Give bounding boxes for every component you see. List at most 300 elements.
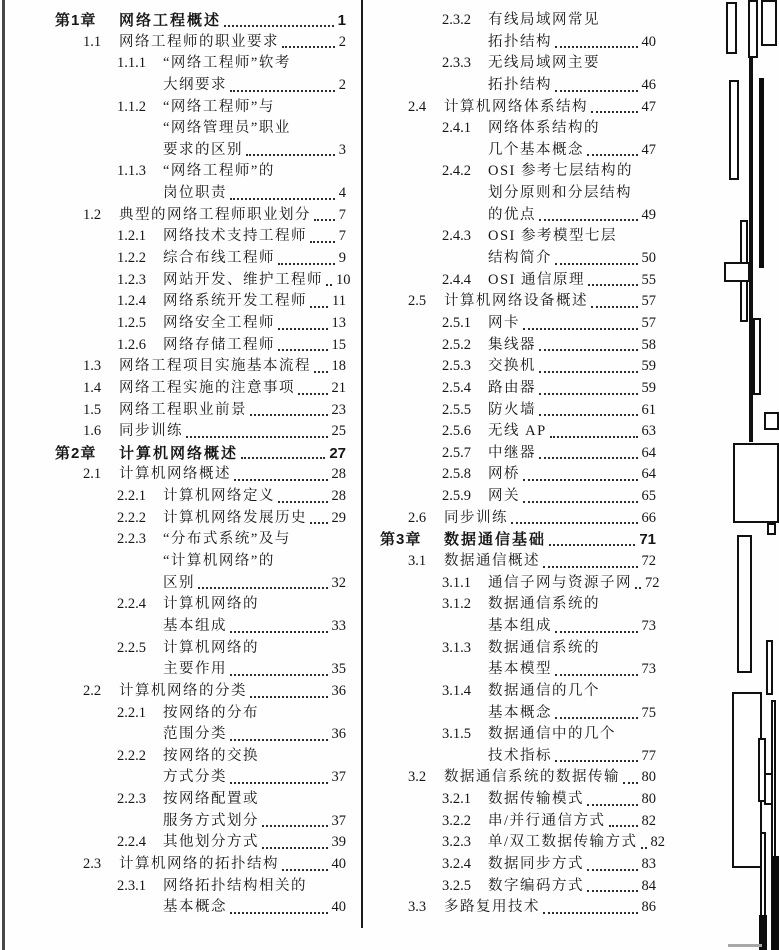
toc-entry-line	[380, 140, 656, 162]
toc-entry-title: 结构简介	[488, 250, 552, 267]
toc-entry-title: 网站开发、维护工程师	[163, 271, 323, 288]
toc-page-number: 73	[641, 661, 656, 678]
toc-entry-title: “网络管理员”职业	[163, 120, 291, 137]
toc-entry-line	[55, 573, 346, 595]
toc-page-number: 13	[331, 314, 346, 331]
toc-entry-title: 的优点	[488, 206, 536, 223]
toc-entry-line	[380, 811, 656, 833]
toc-entry-line	[55, 659, 346, 681]
toc-entry-number: 1.2.5	[117, 314, 146, 331]
toc-page-number: 80	[641, 791, 656, 808]
scan-artifact	[737, 535, 752, 673]
toc-entry-number: 第3章	[380, 531, 422, 549]
toc-entry-line	[380, 248, 656, 270]
toc-entry-line	[380, 876, 656, 898]
toc-entry-number: 1.1	[83, 33, 102, 50]
toc-page-number: 84	[641, 877, 656, 894]
toc-entry-line	[380, 421, 656, 443]
toc-entry-number: 1.5	[83, 401, 102, 418]
dot-leader	[543, 566, 638, 568]
scan-artifact	[766, 640, 773, 695]
toc-entry-title: 数字编码方式	[488, 877, 584, 894]
toc-entry-line	[380, 789, 656, 811]
toc-entry-number: 2.4	[408, 98, 427, 115]
toc-entry-line	[55, 551, 346, 573]
toc-page-number: 28	[331, 466, 346, 483]
dot-leader	[511, 522, 638, 524]
toc-page-number: 46	[641, 76, 656, 93]
dot-leader	[241, 457, 325, 459]
toc-entry-number: 2.4.1	[442, 120, 471, 137]
toc-entry-line	[55, 226, 346, 248]
toc-page-number: 57	[641, 314, 656, 331]
dot-leader	[523, 501, 638, 503]
toc-entry-number: 1.2.2	[117, 250, 146, 267]
dot-leader	[588, 284, 638, 286]
toc-page-number: 82	[641, 812, 656, 829]
toc-entry-line	[55, 724, 346, 746]
scan-artifact	[761, 0, 777, 46]
toc-page-number: 65	[641, 488, 656, 505]
toc-entry-line	[380, 681, 656, 703]
toc-entry-title: 区别	[163, 574, 195, 591]
dot-leader	[587, 154, 638, 156]
toc-entry-number: 1.1.1	[117, 55, 146, 72]
toc-entry-line	[55, 832, 346, 854]
toc-page-number: 37	[331, 812, 346, 829]
toc-entry-number: 2.2.1	[117, 488, 146, 505]
scan-artifact	[726, 2, 737, 54]
scan-artifact	[749, 58, 753, 442]
toc-page-number: 18	[331, 358, 346, 375]
toc-entry-title: 划分原则和分层结构	[488, 185, 632, 202]
toc-entry-line	[380, 118, 656, 140]
toc-page-number: 4	[338, 185, 346, 202]
toc-page-number: 21	[331, 379, 346, 396]
toc-entry-title: 多路复用技术	[444, 899, 540, 916]
dot-leader	[591, 306, 638, 308]
toc-entry-title: 网络工程概述	[119, 12, 222, 29]
toc-entry-title: 几个基本概念	[488, 141, 584, 158]
toc-entry-title: 计算机网络定义	[163, 488, 275, 505]
toc-entry-number: 1.1.3	[117, 163, 146, 180]
toc-entry-title: 数据通信系统的	[488, 639, 600, 656]
toc-entry-line	[55, 703, 346, 725]
toc-entry-line	[55, 205, 346, 227]
scan-artifact	[753, 318, 761, 395]
toc-page-number: 75	[641, 704, 656, 721]
toc-entry-line	[55, 313, 346, 335]
toc-page-number: 64	[641, 444, 656, 461]
scan-artifact	[740, 220, 748, 322]
toc-entry-number: 1.2.4	[117, 293, 146, 310]
scan-artifact	[748, 0, 758, 58]
toc-entry-line	[55, 140, 346, 162]
toc-entry-title: 计算机网络设备概述	[444, 293, 588, 310]
toc-entry-number: 3.1	[408, 553, 427, 570]
toc-page-number: 72	[645, 574, 660, 591]
scan-artifact	[728, 944, 762, 947]
toc-entry-line	[380, 335, 656, 357]
dot-leader	[539, 457, 638, 459]
toc-entry-number: 2.3.2	[442, 12, 471, 28]
toc-entry-line	[55, 638, 346, 660]
scan-artifact	[767, 523, 776, 535]
toc-entry-number: 2.4.3	[442, 228, 471, 245]
toc-entry-number: 3.3	[408, 899, 427, 916]
toc-entry-title: 方式分类	[163, 769, 227, 786]
toc-entry-title: 数据通信中的几个	[488, 726, 616, 743]
toc-entry-line	[380, 551, 656, 573]
toc-entry-title: 按网络配置或	[163, 791, 259, 808]
dot-leader	[550, 436, 638, 438]
toc-entry-line	[380, 638, 656, 660]
toc-entry-line	[55, 811, 346, 833]
toc-page-number: 3	[338, 141, 346, 158]
toc-page-number: 57	[641, 293, 656, 310]
toc-entry-number: 3.1.3	[442, 639, 471, 656]
toc-entry-title: 网络工程职业前景	[119, 401, 247, 418]
toc-entry-line	[380, 75, 656, 97]
toc-entry-title: 按网络的分布	[163, 704, 259, 721]
toc-page-number: 61	[641, 401, 656, 418]
toc-entry-title: OSI 通信原理	[488, 271, 585, 288]
toc-entry-line	[55, 400, 346, 422]
toc-entry-title: 网络工程项目实施基本流程	[119, 358, 311, 375]
toc-entry-number: 2.3.1	[117, 877, 146, 894]
toc-entry-title: 综合布线工程师	[163, 250, 275, 267]
toc-entry-title: 主要作用	[163, 661, 227, 678]
toc-entry-line	[55, 356, 346, 378]
toc-page-number: 63	[641, 423, 656, 440]
toc-entry-number: 1.2.3	[117, 271, 146, 288]
toc-entry-title: OSI 参考模型七层	[488, 228, 617, 245]
toc-entry-title: 无线 AP	[488, 423, 547, 440]
toc-entry-number: 2.5.3	[442, 358, 471, 375]
toc-entry-title: 拓扑结构	[488, 33, 552, 50]
toc-entry-line	[380, 616, 656, 638]
column-divider-rule	[361, 0, 363, 928]
toc-entry-title: 网桥	[488, 466, 520, 483]
toc-entry-line	[55, 248, 346, 270]
toc-entry-number: 2.5.7	[442, 444, 471, 461]
toc-entry-line	[380, 486, 656, 508]
toc-page-number: 80	[641, 769, 656, 786]
toc-entry-number: 3.2.3	[442, 834, 471, 851]
dot-leader	[250, 414, 328, 416]
toc-page-number: 83	[641, 855, 656, 872]
toc-entry-title: 同步训练	[444, 509, 508, 526]
toc-entry-line	[55, 854, 346, 876]
dot-leader	[555, 717, 638, 719]
dot-leader	[230, 198, 335, 200]
toc-page-number: 15	[331, 336, 346, 353]
dot-leader	[234, 479, 328, 481]
toc-entry-line	[380, 10, 656, 32]
toc-page-number: 37	[331, 769, 346, 786]
toc-entry-line	[55, 97, 346, 119]
toc-page-number: 39	[331, 834, 346, 851]
toc-entry-line	[380, 464, 656, 486]
toc-page-number: 71	[639, 531, 656, 549]
toc-entry-title: 计算机网络的分类	[119, 682, 247, 699]
toc-entry-line	[380, 573, 660, 595]
toc-entry-title: 岗位职责	[163, 185, 227, 202]
toc-entry-line	[380, 226, 656, 248]
toc-entry-number: 第1章	[55, 12, 97, 29]
toc-entry-title: “网络工程师”软考	[163, 55, 291, 72]
toc-entry-number: 第2章	[55, 444, 97, 462]
toc-entry-line	[380, 724, 656, 746]
toc-entry-number: 3.2.5	[442, 877, 471, 894]
dot-leader	[587, 869, 638, 871]
scan-artifact	[764, 773, 776, 805]
dot-leader	[250, 696, 328, 698]
toc-entry-title: 按网络的交换	[163, 747, 259, 764]
toc-entry-number: 2.2.5	[117, 639, 146, 656]
toc-entry-line	[380, 378, 656, 400]
toc-entry-line	[55, 876, 346, 898]
toc-entry-number: 1.2.6	[117, 336, 146, 353]
dot-leader	[591, 111, 638, 113]
toc-entry-title: “网络工程师”与	[163, 98, 275, 115]
toc-entry-number: 3.2.4	[442, 855, 471, 872]
toc-entry-number: 2.3.3	[442, 55, 471, 72]
toc-entry-line	[380, 291, 656, 313]
toc-entry-number: 1.6	[83, 423, 102, 440]
toc-entry-number: 2.6	[408, 509, 427, 526]
toc-page-number: 59	[641, 358, 656, 375]
dot-leader	[555, 90, 638, 92]
dot-leader	[609, 825, 638, 827]
dot-leader	[539, 393, 638, 395]
dot-leader	[310, 306, 328, 308]
toc-entry-line	[55, 486, 346, 508]
toc-entry-line	[55, 32, 346, 54]
dot-leader	[555, 263, 638, 265]
dot-leader	[230, 631, 328, 633]
toc-entry-line	[380, 767, 656, 789]
toc-entry-title: 计算机网络体系结构	[444, 98, 588, 115]
toc-page-number: 66	[641, 509, 656, 526]
toc-entry-title: OSI 参考七层结构的	[488, 163, 633, 180]
toc-page-number: 11	[332, 293, 346, 310]
dot-leader	[186, 436, 328, 438]
toc-page-number: 7	[338, 206, 346, 223]
dot-leader	[587, 890, 638, 892]
toc-entry-title: “网络工程师”的	[163, 163, 275, 180]
toc-entry-number: 3.2.2	[442, 812, 471, 829]
dot-leader	[635, 587, 641, 589]
toc-entry-title: 计算机网络的	[163, 596, 259, 613]
toc-entry-title: 计算机网络概述	[119, 466, 231, 483]
toc-entry-title: 集线器	[488, 336, 536, 353]
toc-entry-title: 网络体系结构的	[488, 120, 600, 137]
toc-entry-number: 2.5.6	[442, 423, 471, 440]
toc-entry-number: 1.3	[83, 358, 102, 375]
toc-entry-line	[55, 118, 346, 140]
scan-artifact	[759, 78, 764, 268]
toc-entry-title: 计算机网络的	[163, 639, 259, 656]
toc-entry-title: 网络工程实施的注意事项	[119, 379, 295, 396]
dot-leader	[278, 263, 335, 265]
scan-left-edge-line	[2, 0, 5, 950]
toc-entry-title: 网卡	[488, 314, 520, 331]
toc-entry-line	[380, 270, 656, 292]
toc-entry-line	[55, 161, 346, 183]
toc-entry-number: 2.2	[83, 682, 102, 699]
toc-entry-line	[55, 767, 346, 789]
toc-entry-title: 防火墙	[488, 401, 536, 418]
toc-page-number: 32	[331, 574, 346, 591]
toc-page-number: 36	[331, 726, 346, 743]
toc-entry-line	[380, 400, 656, 422]
toc-entry-line	[55, 270, 351, 292]
toc-page-number: 49	[641, 206, 656, 223]
dot-leader	[555, 46, 638, 48]
toc-entry-number: 1.2.1	[117, 228, 146, 245]
toc-entry-line	[380, 832, 666, 854]
toc-page-number: 47	[641, 141, 656, 158]
dot-leader	[230, 674, 328, 676]
dot-leader	[230, 739, 328, 741]
toc-entry-title: 网络安全工程师	[163, 314, 275, 331]
toc-entry-title: 数据同步方式	[488, 855, 584, 872]
toc-entry-title: 数据通信系统的	[488, 596, 600, 613]
toc-entry-number: 2.2.3	[117, 791, 146, 808]
dot-leader	[230, 912, 328, 914]
toc-entry-line	[55, 10, 346, 32]
toc-entry-number: 2.4.4	[442, 271, 471, 288]
toc-entry-number: 2.2.2	[117, 747, 146, 764]
toc-entry-title: 网络工程师的职业要求	[119, 33, 279, 50]
toc-entry-title: 数据通信的几个	[488, 682, 600, 699]
dot-leader	[539, 349, 638, 351]
toc-page-number: 77	[641, 747, 656, 764]
toc-page-number: 47	[641, 98, 656, 115]
toc-entry-number: 2.5.5	[442, 401, 471, 418]
dot-leader	[523, 328, 638, 330]
toc-page-number: 40	[331, 855, 346, 872]
dot-leader	[262, 847, 328, 849]
toc-entry-number: 2.2.4	[117, 834, 146, 851]
toc-entry-line	[380, 97, 656, 119]
toc-entry-title: 有线局域网常见	[488, 12, 600, 28]
toc-entry-title: 基本概念	[488, 704, 552, 721]
toc-page-number: 23	[331, 401, 346, 418]
toc-page-number: 9	[338, 250, 346, 267]
toc-entry-line	[55, 75, 346, 97]
dot-leader	[543, 912, 638, 914]
toc-entry-number: 2.2.2	[117, 509, 146, 526]
dot-leader	[310, 241, 335, 243]
toc-entry-title: 计算机网络发展历史	[163, 509, 307, 526]
toc-page-number: 35	[331, 661, 346, 678]
toc-entry-line	[55, 508, 346, 530]
dot-leader	[555, 631, 638, 633]
scan-artifact	[759, 915, 767, 950]
toc-entry-title: 服务方式划分	[163, 812, 259, 829]
scan-artifact	[760, 832, 766, 950]
toc-page-number: 2	[338, 76, 346, 93]
toc-page-number: 28	[331, 488, 346, 505]
scan-artifact	[733, 443, 779, 523]
toc-entry-title: 数据通信概述	[444, 553, 540, 570]
toc-entry-title: 技术指标	[488, 747, 552, 764]
toc-entry-line	[380, 746, 656, 768]
toc-entry-line	[380, 897, 656, 919]
toc-entry-line	[380, 443, 656, 465]
toc-page-number: 27	[329, 444, 346, 462]
toc-entry-line	[55, 421, 346, 443]
toc-entry-title: 基本模型	[488, 661, 552, 678]
toc-entry-title: 基本组成	[163, 617, 227, 634]
dot-leader	[523, 479, 638, 481]
toc-entry-title: 要求的区别	[163, 141, 243, 158]
toc-entry-number: 2.5.9	[442, 488, 471, 505]
dot-leader	[539, 371, 638, 373]
dot-leader	[539, 414, 638, 416]
dot-leader	[310, 522, 328, 524]
toc-entry-title: 基本组成	[488, 617, 552, 634]
dot-leader	[278, 328, 328, 330]
toc-page-number: 36	[331, 682, 346, 699]
toc-entry-line	[55, 464, 346, 486]
toc-entry-title: 串/并行通信方式	[488, 812, 606, 829]
scan-artifact	[771, 700, 776, 950]
dot-leader	[278, 349, 328, 351]
dot-leader	[539, 219, 638, 221]
toc-page-number: 55	[641, 271, 656, 288]
toc-page-number: 40	[331, 899, 346, 916]
toc-entry-line	[380, 529, 656, 551]
toc-entry-line	[380, 161, 656, 183]
toc-page-number: 40	[641, 33, 656, 50]
toc-page-number: 72	[641, 553, 656, 570]
dot-leader	[230, 90, 335, 92]
toc-entry-title: 网络存储工程师	[163, 336, 275, 353]
toc-entry-line	[380, 659, 656, 681]
toc-entry-number: 2.2.4	[117, 596, 146, 613]
toc-entry-number: 3.1.1	[442, 574, 471, 591]
toc-entry-line	[55, 897, 346, 919]
toc-page-number: 1	[337, 12, 346, 29]
toc-entry-title: 同步训练	[119, 423, 183, 440]
toc-entry-title: 无线局域网主要	[488, 55, 600, 72]
toc-page-number: 29	[331, 509, 346, 526]
dot-leader	[282, 46, 335, 48]
toc-entry-line	[380, 854, 656, 876]
toc-entry-title: 交换机	[488, 358, 536, 375]
toc-page-number: 64	[641, 466, 656, 483]
toc-entry-number: 2.5	[408, 293, 427, 310]
toc-entry-line	[55, 335, 346, 357]
toc-entry-title: 计算机网络的拓扑结构	[119, 855, 279, 872]
dot-leader	[224, 25, 334, 27]
dot-leader	[549, 544, 635, 546]
dot-leader	[314, 371, 328, 373]
toc-column-left	[55, 10, 351, 919]
toc-entry-title: 路由器	[488, 379, 536, 396]
toc-entry-number: 2.5.1	[442, 314, 471, 331]
toc-entry-line	[55, 746, 346, 768]
toc-entry-number: 3.2.1	[442, 791, 471, 808]
toc-entry-line	[380, 53, 656, 75]
toc-page-number: 86	[641, 899, 656, 916]
toc-page-number: 33	[331, 617, 346, 634]
dot-leader	[623, 782, 638, 784]
toc-entry-title: 单/双工数据传输方式	[488, 834, 638, 851]
